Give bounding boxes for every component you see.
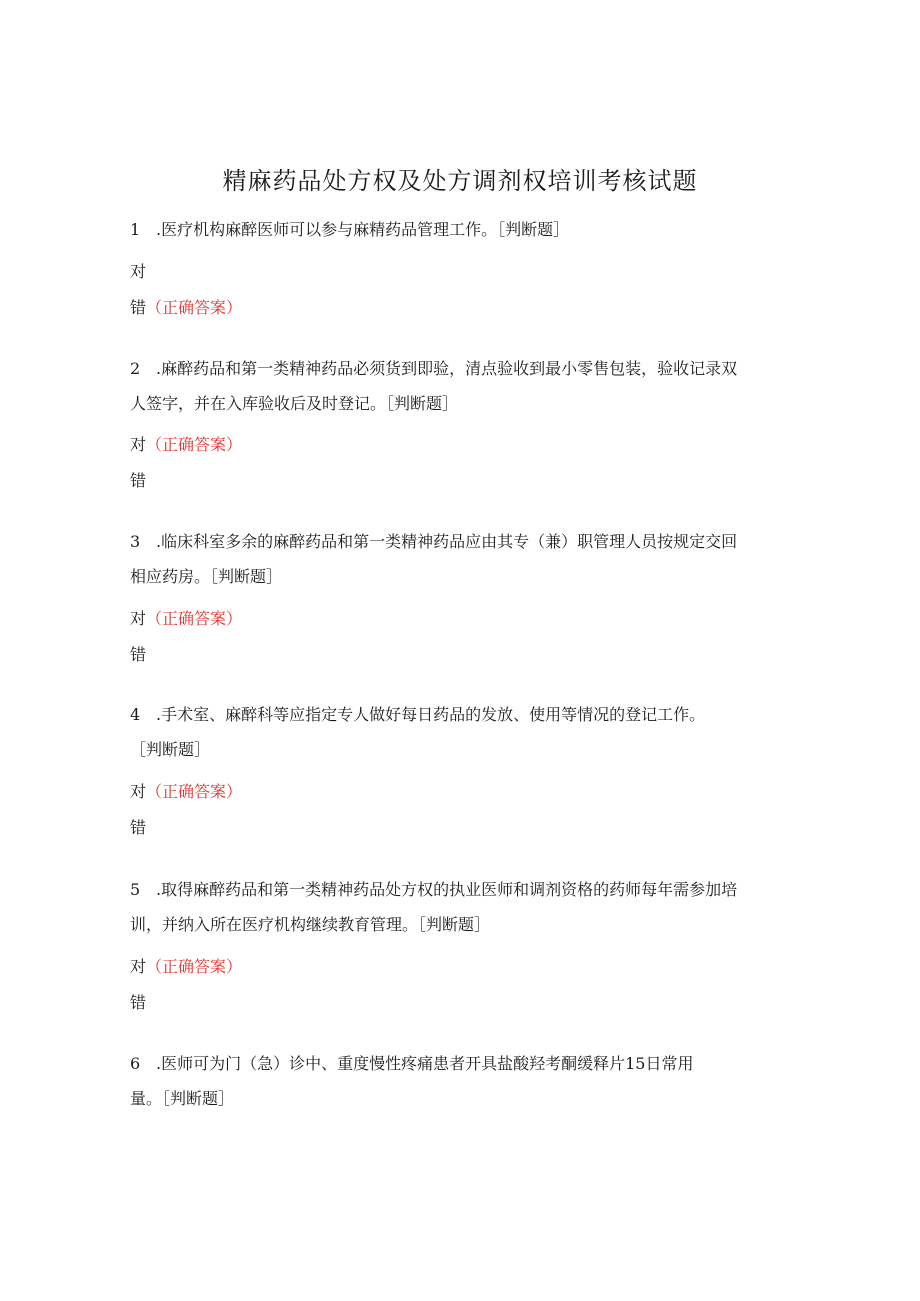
option-label: 错 <box>130 471 147 490</box>
option-label: 错 <box>130 298 147 317</box>
question-text-continued: 量。［判断题］ <box>130 1089 235 1108</box>
option-false[interactable] <box>130 296 242 320</box>
option-label: 对 <box>130 957 147 976</box>
question-text: .医疗机构麻醉医师可以参与麻精药品管理工作。［判断题］ <box>156 220 570 239</box>
question-text: .医师可为门（急）诊中、重度慢性疼痛患者开具盐酸羟考酮缓释片15日常用 <box>156 1054 694 1073</box>
question-text: .手术室、麻醉科等应指定专人做好每日药品的发放、使用等情况的登记工作。 <box>156 705 706 724</box>
option-label: 错 <box>130 818 147 837</box>
option-false[interactable] <box>130 991 146 1015</box>
question-number: 3 <box>130 532 141 551</box>
question-text-continued: ［判断题］ <box>130 740 211 759</box>
question-number: 1 <box>130 220 141 239</box>
question-number: 4 <box>130 705 141 724</box>
option-true[interactable] <box>130 260 146 284</box>
question-number: 2 <box>130 359 141 378</box>
option-true[interactable] <box>130 780 242 804</box>
question-5 <box>130 872 790 942</box>
option-true[interactable] <box>130 433 242 457</box>
option-label: 错 <box>130 645 147 664</box>
option-false[interactable] <box>130 469 146 493</box>
question-6 <box>130 1046 790 1116</box>
question-2 <box>130 351 790 421</box>
option-label: 对 <box>130 782 147 801</box>
question-text-continued: 训，并纳入所在医疗机构继续教育管理。［判断题］ <box>130 915 491 934</box>
question-3 <box>130 524 790 594</box>
option-label: 错 <box>130 993 147 1012</box>
correct-answer-mark: （正确答案） <box>146 435 243 454</box>
option-label: 对 <box>130 435 147 454</box>
correct-answer-mark: （正确答案） <box>146 957 243 976</box>
option-label: 对 <box>130 262 147 281</box>
question-1 <box>130 212 790 247</box>
option-label: 对 <box>130 609 147 628</box>
option-true[interactable] <box>130 607 242 631</box>
page-title: 精麻药品处方权及处方调剂权培训考核试题 <box>222 167 698 195</box>
question-text: .取得麻醉药品和第一类精神药品处方权的执业医师和调剂资格的药师每年需参加培 <box>156 880 738 899</box>
correct-answer-mark: （正确答案） <box>146 782 243 801</box>
question-number: 5 <box>130 880 141 899</box>
question-text-continued: 人签字，并在入库验收后及时登记。［判断题］ <box>130 394 459 413</box>
option-false[interactable] <box>130 643 146 667</box>
question-4 <box>130 697 790 767</box>
question-number: 6 <box>130 1054 141 1073</box>
question-text: .临床科室多余的麻醉药品和第一类精神药品应由其专（兼）职管理人员按规定交回 <box>156 532 738 551</box>
option-false[interactable] <box>130 816 146 840</box>
correct-answer-mark: （正确答案） <box>146 298 243 317</box>
correct-answer-mark: （正确答案） <box>146 609 243 628</box>
question-text: .麻醉药品和第一类精神药品必须货到即验，清点验收到最小零售包装，验收记录双 <box>156 359 738 378</box>
question-text-continued: 相应药房。［判断题］ <box>130 567 283 586</box>
option-true[interactable] <box>130 955 242 979</box>
